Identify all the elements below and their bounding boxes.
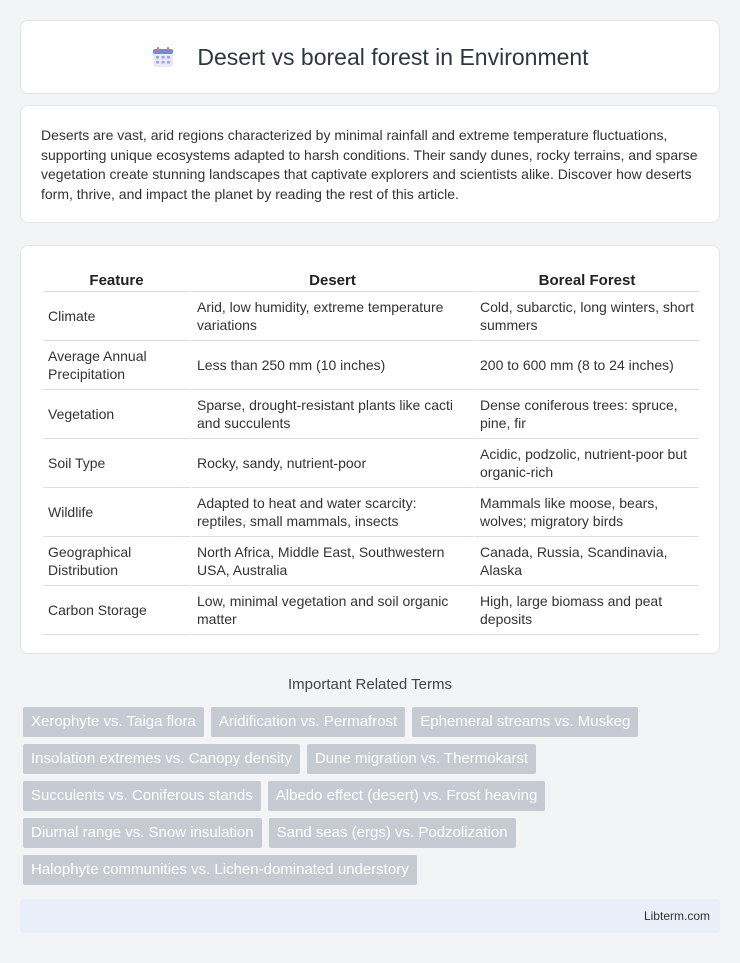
term-tag[interactable]: Ephemeral streams vs. Muskeg [412,707,638,737]
table-row [43,537,699,586]
intro-card [20,105,720,223]
row-desert-cell: Adapted to heat and water scarcity: reptiles, small mammals, insects [192,488,475,537]
row-boreal-cell: Cold, subarctic, long winters, short summers [475,292,699,341]
table-row [43,292,699,341]
row-feature-cell: Soil Type [43,439,192,488]
column-header-desert: Desert [192,266,475,292]
term-row [23,818,723,848]
row-feature-cell: Carbon Storage [43,586,192,635]
term-row [23,781,723,811]
table-row [43,586,699,635]
term-tag[interactable]: Aridification vs. Permafrost [211,707,405,737]
term-tag[interactable]: Diurnal range vs. Snow insulation [23,818,262,848]
related-terms-title: Important Related Terms [288,676,452,693]
table-row [43,488,699,537]
row-desert-cell: Rocky, sandy, nutrient-poor [192,439,475,488]
term-tag[interactable]: Dune migration vs. Thermokarst [307,744,536,774]
row-boreal-cell: Acidic, podzolic, nutrient-poor but organic-rich [475,439,699,488]
footer-site-link[interactable]: Libterm.com [643,909,710,923]
row-boreal-cell: High, large biomass and peat deposits [475,586,699,635]
table-row [43,390,699,439]
row-desert-cell: Less than 250 mm (10 inches) [192,341,475,390]
row-feature-cell: Wildlife [43,488,192,537]
calendar-icon [151,45,175,69]
term-tag[interactable]: Insolation extremes vs. Canopy density [23,744,300,774]
comparison-table-card [20,245,720,654]
row-desert-cell: Arid, low humidity, extreme temperature variations [192,292,475,341]
footer [20,899,720,933]
table-header-row [43,266,699,292]
table-row [43,439,699,488]
row-boreal-cell: Dense coniferous trees: spruce, pine, fir [475,390,699,439]
term-tag[interactable]: Halophyte communities vs. Lichen-dominated understory [23,855,417,885]
row-desert-cell: Sparse, drought-resistant plants like cacti and succulents [192,390,475,439]
comparison-table [43,266,699,635]
term-row [23,855,723,885]
row-feature-cell: Vegetation [43,390,192,439]
table-row [43,341,699,390]
term-row [23,707,723,737]
column-header-boreal-forest: Boreal Forest [475,266,699,292]
intro-text: Deserts are vast, arid regions characterized by minimal rainfall and extreme temperature fluctuations, supporting unique ecosystems adapted to harsh conditions. Their sandy dunes, rocky terrains, and sparse vegetation create stunning landscapes that captivate explorers and scientists alike. Discover how deserts form, thrive, and impact the planet by reading the rest of this article. [41,127,698,202]
header-card [20,20,720,94]
term-tag[interactable]: Succulents vs. Coniferous stands [23,781,261,811]
row-feature-cell: Average Annual Precipitation [43,341,192,390]
row-boreal-cell: Canada, Russia, Scandinavia, Alaska [475,537,699,586]
row-feature-cell: Climate [43,292,192,341]
row-desert-cell: Low, minimal vegetation and soil organic matter [192,586,475,635]
term-tag[interactable]: Sand seas (ergs) vs. Podzolization [269,818,516,848]
term-row [23,744,723,774]
term-tag[interactable]: Albedo effect (desert) vs. Frost heaving [268,781,546,811]
related-terms-list [23,707,723,892]
page-title: Desert vs boreal forest in Environment [197,43,589,70]
row-boreal-cell: 200 to 600 mm (8 to 24 inches) [475,341,699,390]
row-feature-cell: Geographical Distribution [43,537,192,586]
row-boreal-cell: Mammals like moose, bears, wolves; migratory birds [475,488,699,537]
term-tag[interactable]: Xerophyte vs. Taiga flora [23,707,204,737]
row-desert-cell: North Africa, Middle East, Southwestern USA, Australia [192,537,475,586]
column-header-feature: Feature [43,266,192,292]
